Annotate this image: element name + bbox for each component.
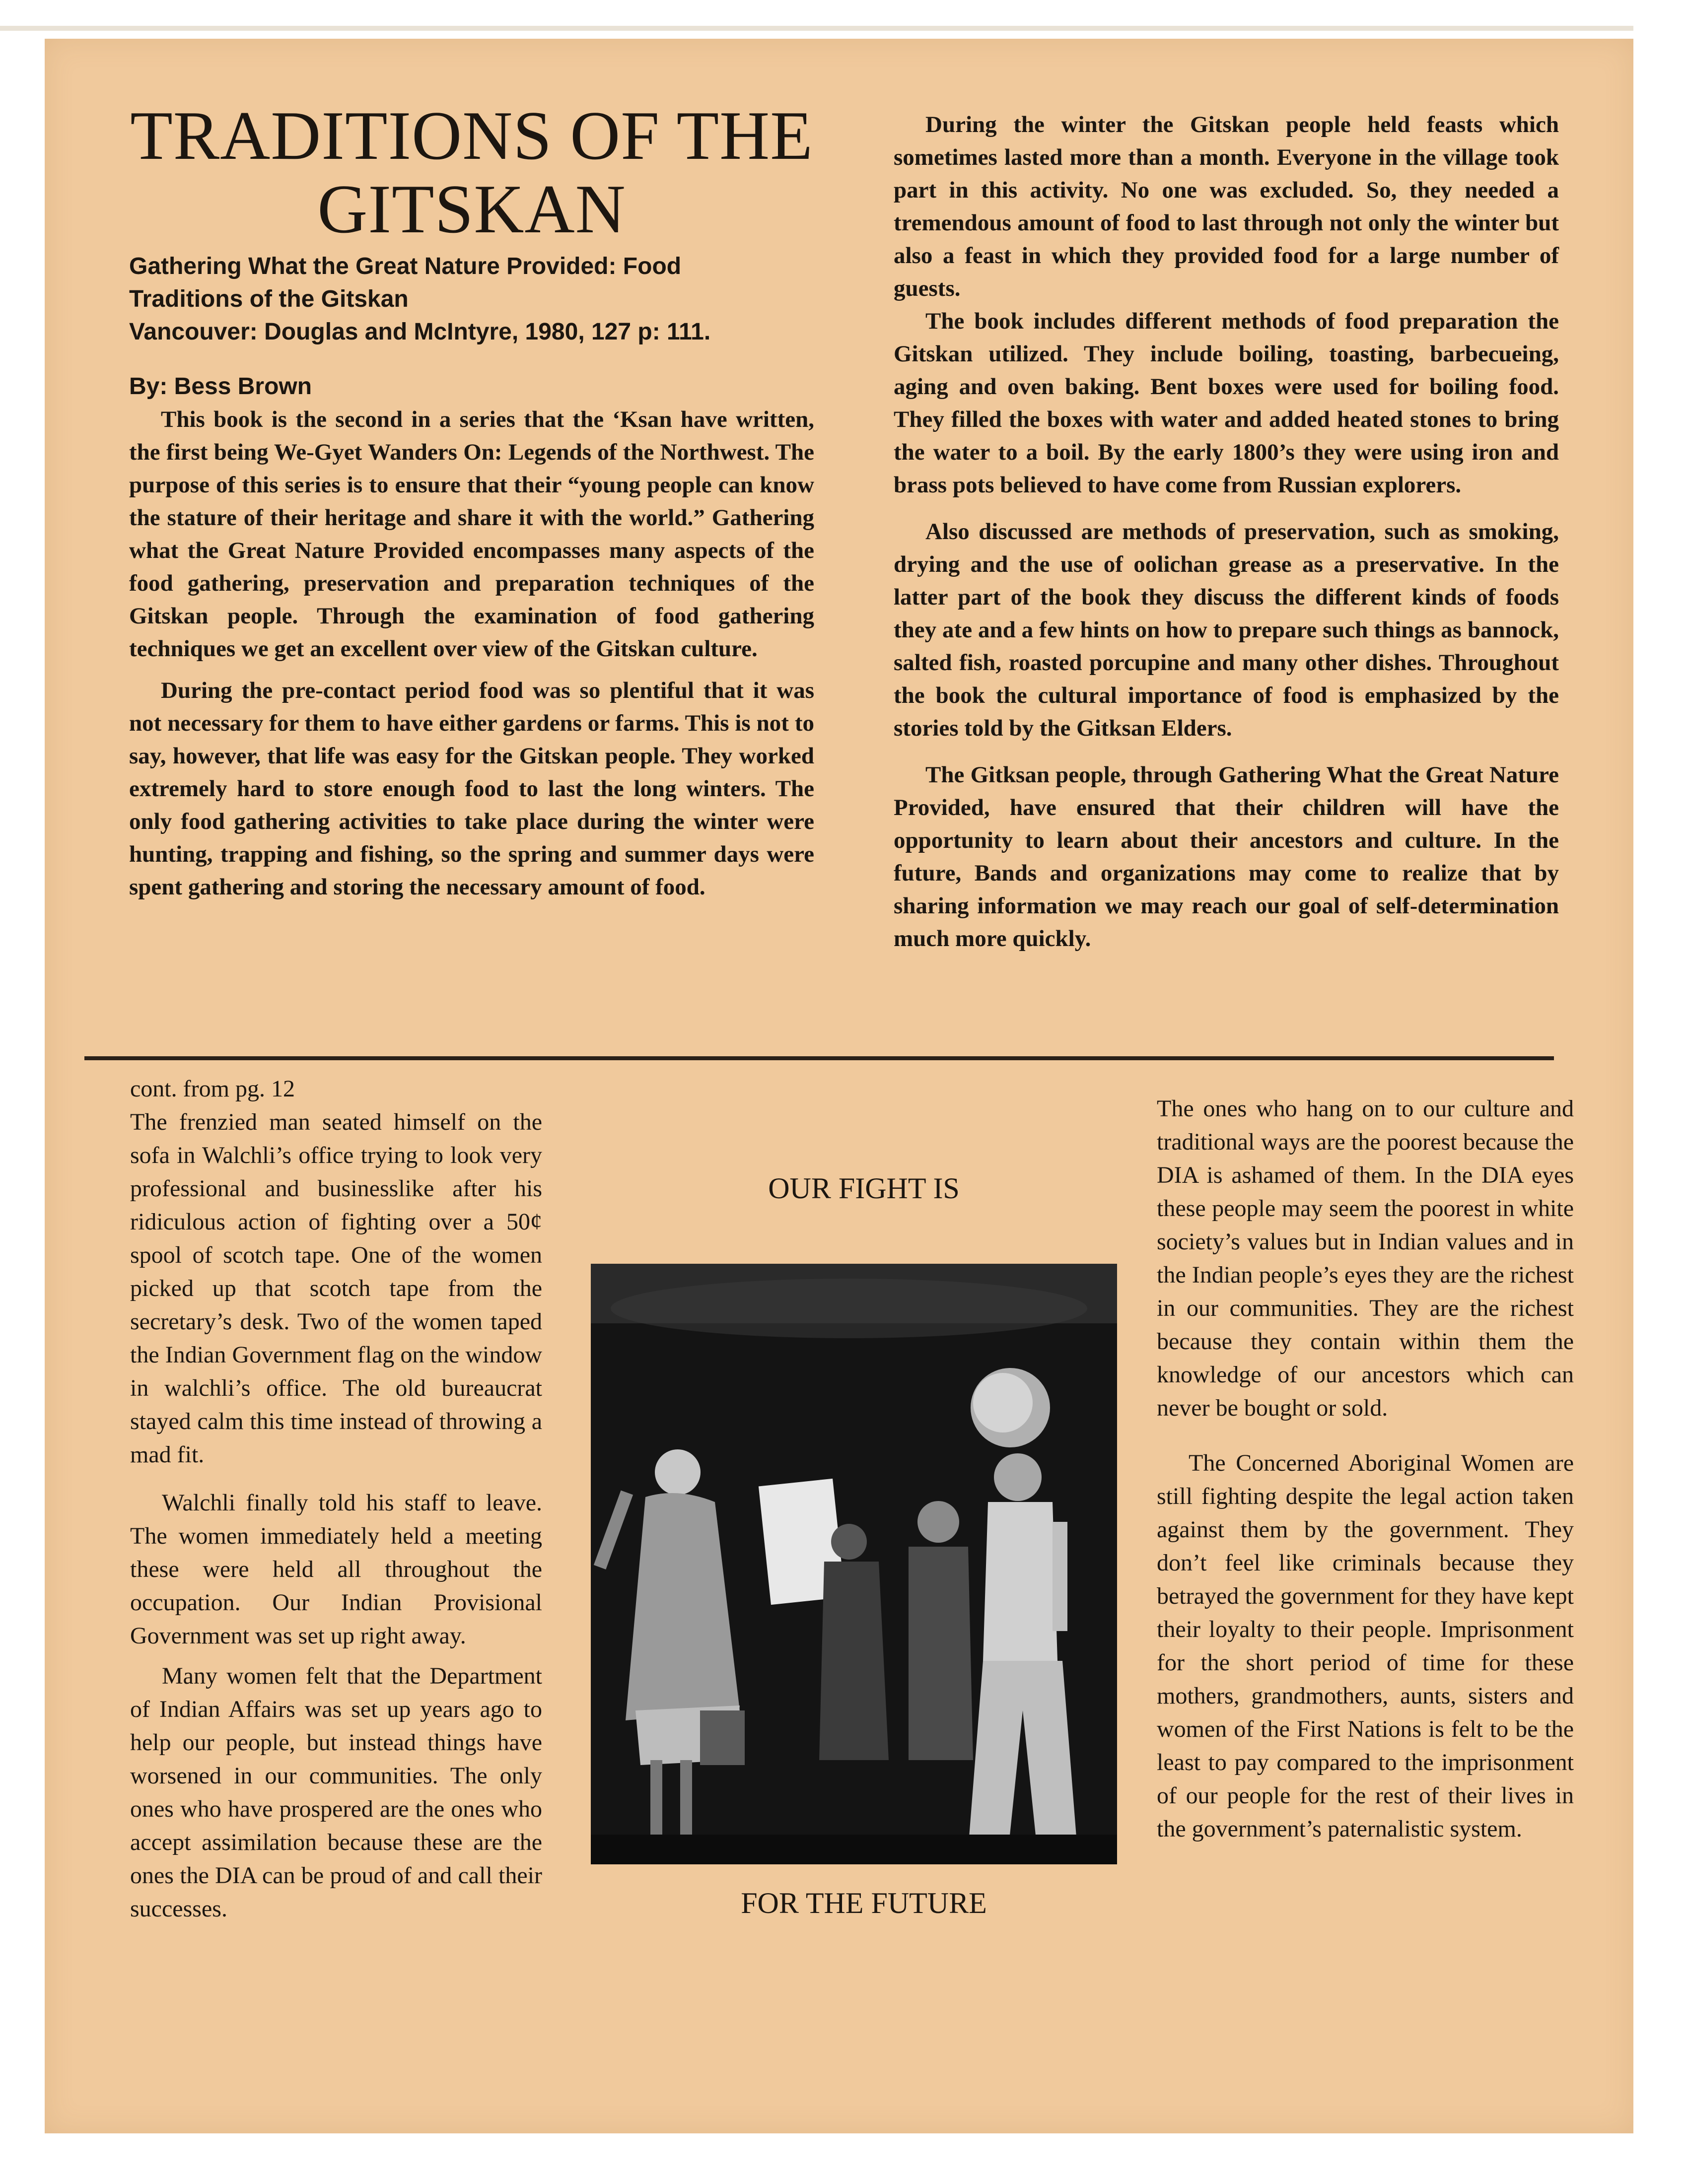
book-title-line-1: Gathering What the Great Nature Provided: Food (129, 253, 682, 279)
story-paragraph: The frenzied man seated himself on the sofa in Walchli’s office trying to look very professional and businesslike after his ridiculous action of fighting over a 50¢ spool of scotch tape. One of the women picked up that scotch tape from the secretary’s desk. Two of the women taped the Indian Government flag on the window in walchli’s office. The old bureaucrat stayed calm this time instead of throwing a mad fit. (130, 1109, 542, 1468)
article-title (129, 99, 814, 246)
article-paragraph: The Gitksan people, through Gathering What the Great Nature Provided, have ensured that their children will have the opportunity to learn about their ancestors and culture. In the future, Bands and organizations may come to realize that by sharing information we may reach our goal of self-determination much more quickly. (894, 762, 1559, 952)
article-left-column (129, 99, 814, 903)
article-paragraph: Also discussed are methods of preservation, such as smoking, drying and the use of oolichan grease as a preservative. In the latter part of the book they discuss the different kinds of foods they ate and a few hints on how to prepare such things as bannock, salted fish, roasted porcupine and many other dishes. Throughout the book the cultural importance of food is emphasized by the stories told by the Gitksan Elders. (894, 519, 1559, 741)
article-paragraph: This book is the second in a series that the ‘Ksan have written, the first being We-Gyet Wanders On: Legends of the Northwest. The purpose of this series is to ensure that their “young people can know the stature of their heritage and share it with the world.” Gathering what the Great Nature Provided encompasses many aspects of the food gathering, preservation and preparation techniques of the Gitskan people. Through the examination of food gathering techniques we get an excellent over view of the Gitskan culture. (129, 407, 814, 662)
photo-illustration (591, 1264, 1117, 1864)
book-citation (129, 250, 814, 348)
photo-caption-bottom: FOR THE FUTURE (741, 1887, 987, 1919)
article-paragraph: During the winter the Gitskan people held feasts which sometimes lasted more than a month. Everyone in the village took part in this activity. No one was excluded. So, they needed a tremendous amount of food to last through not only the winter but also a feast in which they provided food for a large number of guests. (894, 112, 1559, 301)
title-line-1: TRADITIONS OF THE (130, 97, 813, 174)
story-paragraph: Many women felt that the Department of Indian Affairs was set up years ago to help our people, but instead things have worsened in our communities. The only ones who have prospered are the ones who accept assimilation because these are the ones the DIA can be proud of and call their successes. (130, 1663, 542, 1922)
continued-label: cont. from pg. 12 (130, 1076, 295, 1102)
top-edge-line (0, 26, 1633, 31)
protest-photo (591, 1264, 1117, 1864)
story-paragraph: Walchli finally told his staff to leave. The women immediately held a meeting these were held all throughout the occupation. Our Indian Provisional Government was set up right away. (130, 1490, 542, 1649)
publication-info: Vancouver: Douglas and McIntyre, 1980, 127 p: 111. (129, 319, 711, 345)
story-paragraph: The Concerned Aboriginal Women are still fighting despite the legal action taken against them by the government. They don’t feel like criminals because they betrayed the government for they have kept their loyalty to their people. Imprisonment for the short period of time for these mothers, grandmothers, aunts, sisters and women of the First Nations is felt to be the least to pay compared to the imprisonment of our people for the rest of their lives in the government’s paternalistic system. (1157, 1450, 1574, 1842)
continued-left-column (130, 1072, 542, 1925)
article-paragraph: The book includes different methods of food preparation the Gitskan utilized. They include boiling, toasting, barbecueing, aging and oven baking. Bent boxes were used for boiling food. They filled the boxes with water and added heated stones to bring the water to a boil. By the early 1800’s they were using iron and brass pots believed to have come from Russian explorers. (894, 308, 1559, 498)
title-line-2: GITSKAN (317, 171, 626, 248)
book-title-line-2: Traditions of the Gitskan (129, 286, 409, 312)
article-paragraph: During the pre-contact period food was so plentiful that it was not necessary for them to have either gardens or farms. This is not to say, however, that life was easy for the Gitskan people. They worked extremely hard to store enough food to last the long winters. The only food gathering activities to take place during the winter were hunting, trapping and fishing, so the spring and summer days were spent gathering and storing the necessary amount of food. (129, 678, 814, 900)
continued-right-column (1157, 1092, 1574, 1845)
photo-caption-top: OUR FIGHT IS (768, 1172, 960, 1205)
article-right-column (894, 108, 1559, 955)
byline: By: Bess Brown (129, 373, 312, 400)
section-divider (84, 1056, 1554, 1060)
story-paragraph: The ones who hang on to our culture and traditional ways are the poorest because the DIA is ashamed of them. In the DIA eyes these people may seem the poorest in white society’s values but in Indian values and in the Indian people’s eyes they are the richest in our communities. They are the richest because they contain within them the knowledge of our ancestors which can never be bought or sold. (1157, 1095, 1574, 1421)
